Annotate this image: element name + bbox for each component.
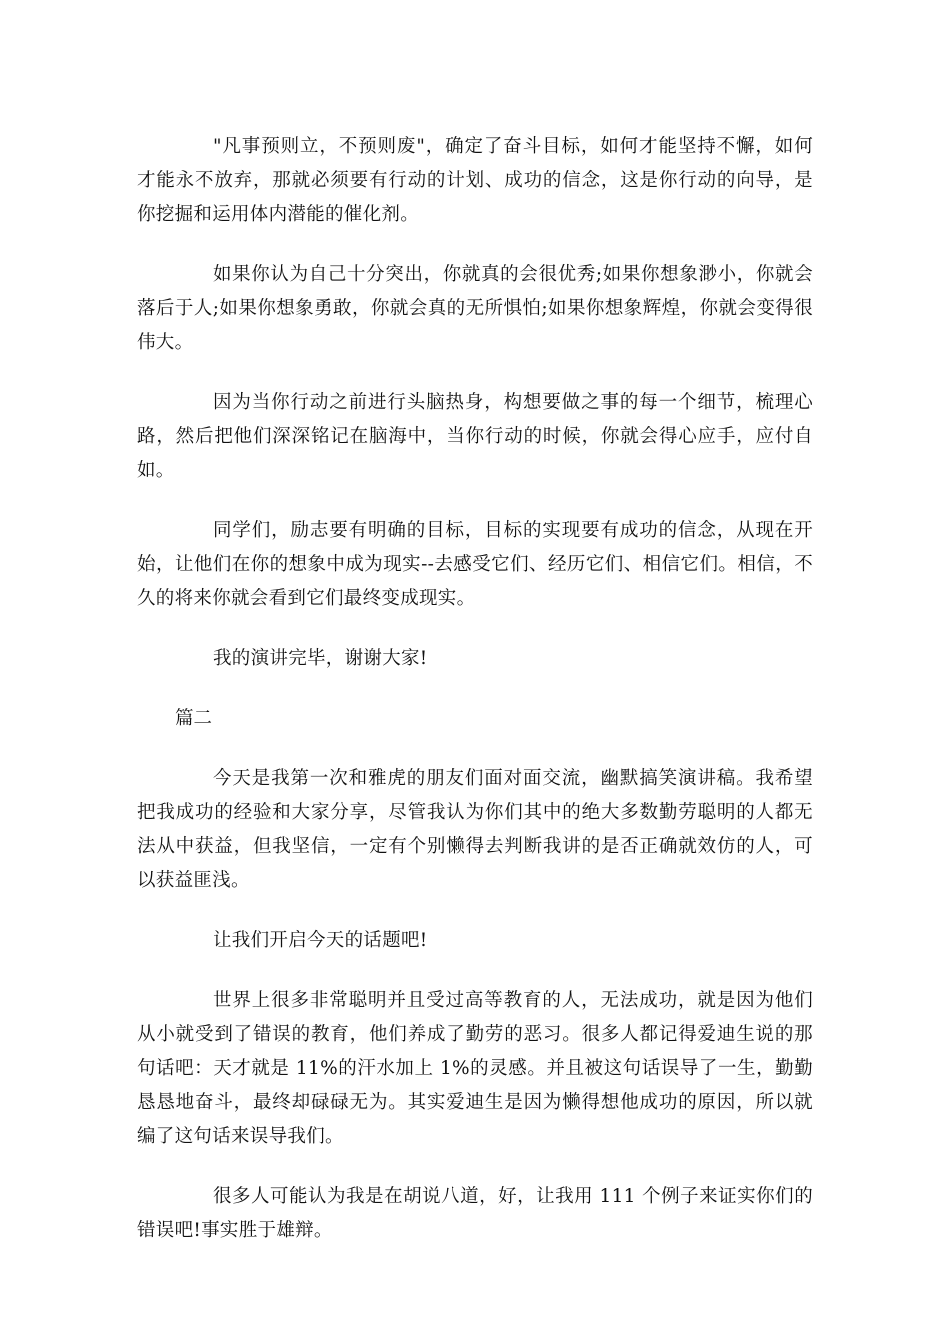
section-heading: 篇二 [175,708,213,729]
paragraph-goal-plan: "凡事预则立，不预则废"，确定了奋斗目标，如何才能坚持不懈，如何才能永不放弃，那就必须要有行动的计划、成功的信念，这是你行动的向导，是你挖掘和运用体内潜能的催化剂。 [137,136,813,225]
paragraph-yahoo-intro: 今天是我第一次和雅虎的朋友们面对面交流，幽默搞笑演讲稿。我希望把我成功的经验和大家分享，尽管我认为你们其中的绝大多数勤劳聪明的人都无法从中获益，但我坚信，一定有个别懒得去判断我讲的是否正确就效仿的人，可以获益匪浅。 [137,768,813,891]
paragraph-topic-start: 让我们开启今天的话题吧! [213,930,428,951]
paragraph-closing: 我的演讲完毕，谢谢大家! [213,648,428,669]
paragraph-examples: 很多人可能认为我是在胡说八道，好，让我用 111 个例子来证实你们的错误吧!事实胜于雄辩。 [137,1186,813,1241]
paragraph-warmup: 因为当你行动之前进行头脑热身，构想要做之事的每一个细节，梳理心路，然后把他们深深铭记在脑海中，当你行动的时候，你就会得心应手，应付自如。 [137,392,813,481]
paragraph-edison: 世界上很多非常聪明并且受过高等教育的人，无法成功，就是因为他们从小就受到了错误的教育，他们养成了勤劳的恶习。很多人都记得爱迪生说的那句话吧：天才就是 11%的汗水加上 1%的灵感。并且被这句话误导了一生，勤勤恳恳地奋斗，最终却碌碌无为。其实爱迪生是因为懒得想他成功的原因，所以就编了这句话来误导我们。 [137,990,813,1147]
paragraph-imagination: 如果你认为自己十分突出，你就真的会很优秀;如果你想象渺小，你就会落后于人;如果你想象勇敢，你就会真的无所惧怕;如果你想象辉煌，你就会变得很伟大。 [137,264,813,353]
document-body [137,130,813,1274]
paragraph-classmates: 同学们，励志要有明确的目标，目标的实现要有成功的信念，从现在开始，让他们在你的想象中成为现实--去感受它们、经历它们、相信它们。相信，不久的将来你就会看到它们最终变成现实。 [137,520,813,609]
